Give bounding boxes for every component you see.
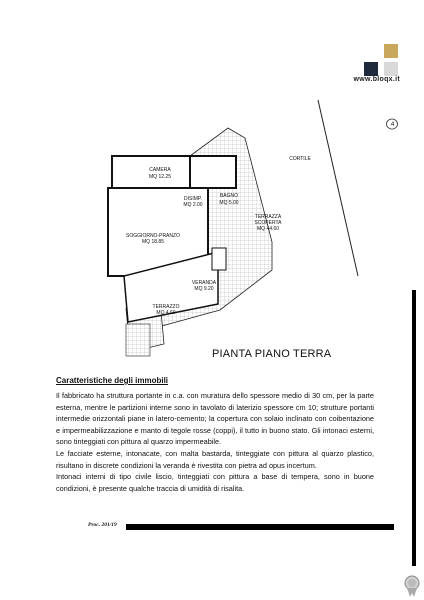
room-area: MQ 12.25 [149, 174, 171, 180]
section-heading: Caratteristiche degli immobili [56, 376, 169, 385]
footer [88, 522, 388, 532]
svg-text:4: 4 [390, 122, 395, 128]
logo-square-gray [384, 62, 398, 76]
room-area: MQ 5.00 [219, 200, 239, 206]
stair-block [212, 248, 226, 270]
bagno-room [190, 156, 236, 188]
paragraph: Intonaci interni di tipo civile liscio, tinteggiati con pittura a base di tempera, sono in buone condizioni, è presente qualche traccia di umidità di risalita. [56, 472, 374, 493]
room-area: MQ 2.00 [183, 202, 203, 208]
room-label: DISIMP. [184, 196, 202, 202]
room-area: MQ 4.60 [156, 310, 176, 316]
room-label: TERRAZZA [254, 214, 282, 220]
paragraph: Il fabbricato ha struttura portante in c.a. con muratura dello spessore medio di 30 cm, per la parte esterna, mentre le partizioni interne sono in tavolato di laterizio spessore cm 10; strutture portanti intermedie orizzontali piane in latero-cemento; la copertura con solaio inclinato con coibentazione e impermeabilizzazione e manto di tegole rosse (coppi), il tutto in buono stato. Gli intonaci esterni, sono tinteggiati con pittura al quarzo impermeabile. [56, 391, 374, 447]
brand-logo [364, 44, 400, 80]
cortile-label: CORTILE [289, 156, 311, 162]
room-area: MQ 18.85 [142, 239, 164, 245]
room-label: SCOPERTA [254, 220, 282, 226]
room-label: VERANDA [191, 280, 217, 286]
room-label: TERRAZZO [152, 304, 180, 310]
redaction-bar-horizontal [126, 524, 394, 530]
redaction-bar-vertical [412, 290, 416, 566]
room-label: SOGGIORNO-PRANZO [126, 233, 180, 239]
paragraph: Le facciate esterne, intonacate, con malta bastarda, tinteggiate con pittura al quarzo plastico, risultano in discrete condizioni la veranda è rivestita con pietra ad opus incertum. [56, 448, 374, 470]
plan-title: PIANTA PIANO TERRA [212, 348, 332, 360]
logo-square-gold [384, 44, 398, 58]
body-text [56, 390, 374, 494]
website-link[interactable]: www.bloqx.it [353, 76, 400, 83]
logo-square-navy [364, 62, 378, 76]
boundary-line [318, 100, 358, 276]
room-label: BAGNO [219, 193, 239, 199]
room-area: MQ 44.60 [257, 226, 279, 232]
room-area: MQ 9.20 [194, 286, 214, 292]
room-label: CAMERA [149, 167, 171, 173]
award-seal-icon [402, 574, 422, 598]
floor-plan [100, 100, 400, 368]
procedure-reference: Proc. 201/19 [88, 522, 117, 528]
steps [126, 324, 150, 356]
